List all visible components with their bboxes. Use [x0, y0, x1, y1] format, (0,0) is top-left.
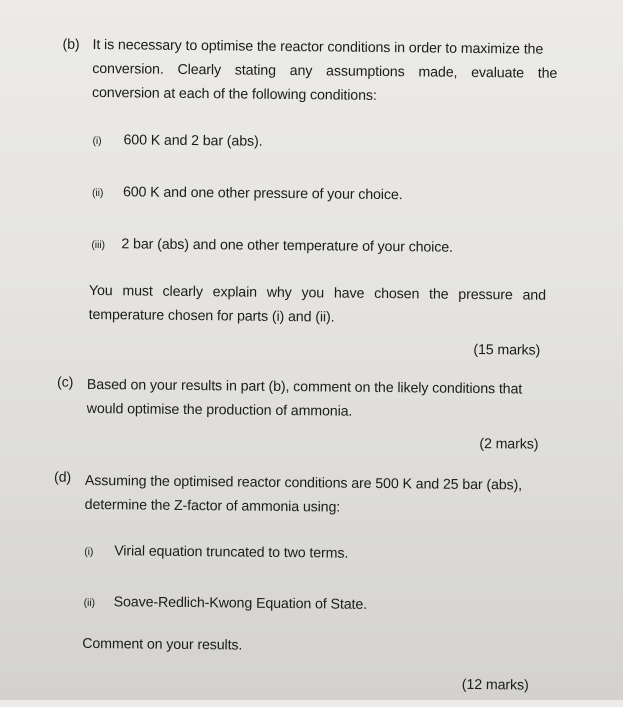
part-d-marks: (12 marks) [461, 676, 529, 694]
part-b-line-3: conversion at each of the following conditions: [91, 84, 377, 104]
part-b-line-1: It is necessary to optimise the reactor conditions in order to maximize the [92, 36, 544, 58]
part-d-item-2-text: Soave-Redlich-Kwong Equation of State. [113, 594, 368, 613]
part-b-label: (b) [62, 36, 80, 53]
part-b-line-2: conversion. Clearly stating any assumptions made, evaluate the [92, 60, 558, 82]
part-d-comment: Comment on your results. [82, 635, 243, 654]
part-d-item-2-number: (ii) [83, 596, 96, 610]
part-b-marks: (15 marks) [473, 341, 541, 359]
part-d-item-1-text: Virial equation truncated to two terms. [114, 543, 349, 562]
part-b-item-2-text: 600 K and one other pressure of your choice. [122, 184, 403, 204]
part-b-item-1-text: 600 K and 2 bar (abs). [123, 132, 263, 150]
part-b-explain-line-2: temperature chosen for parts (i) and (ii). [88, 306, 335, 326]
part-b-item-3-text: 2 bar (abs) and one other temperature of your choice. [121, 236, 453, 256]
part-c-line-1: Based on your results in part (b), comment on the likely conditions that [86, 376, 523, 398]
part-d-line-2: determine the Z-factor of ammonia using: [84, 496, 341, 516]
part-b-item-1-number: (i) [92, 134, 102, 148]
part-c-line-2: would optimise the production of ammonia. [86, 400, 353, 420]
part-b-item-3-number: (iii) [91, 238, 106, 252]
part-b-item-2-number: (ii) [91, 186, 104, 200]
part-d-item-1-number: (i) [84, 545, 94, 559]
part-c-label: (c) [56, 374, 74, 391]
part-d-line-1: Assuming the optimised reactor conditions are 500 K and 25 bar (abs), [84, 472, 523, 494]
part-d-label: (d) [53, 469, 72, 486]
part-c-marks: (2 marks) [479, 436, 539, 453]
part-b-explain-line-1: You must clearly explain why you have chosen the pressure and [88, 282, 547, 304]
